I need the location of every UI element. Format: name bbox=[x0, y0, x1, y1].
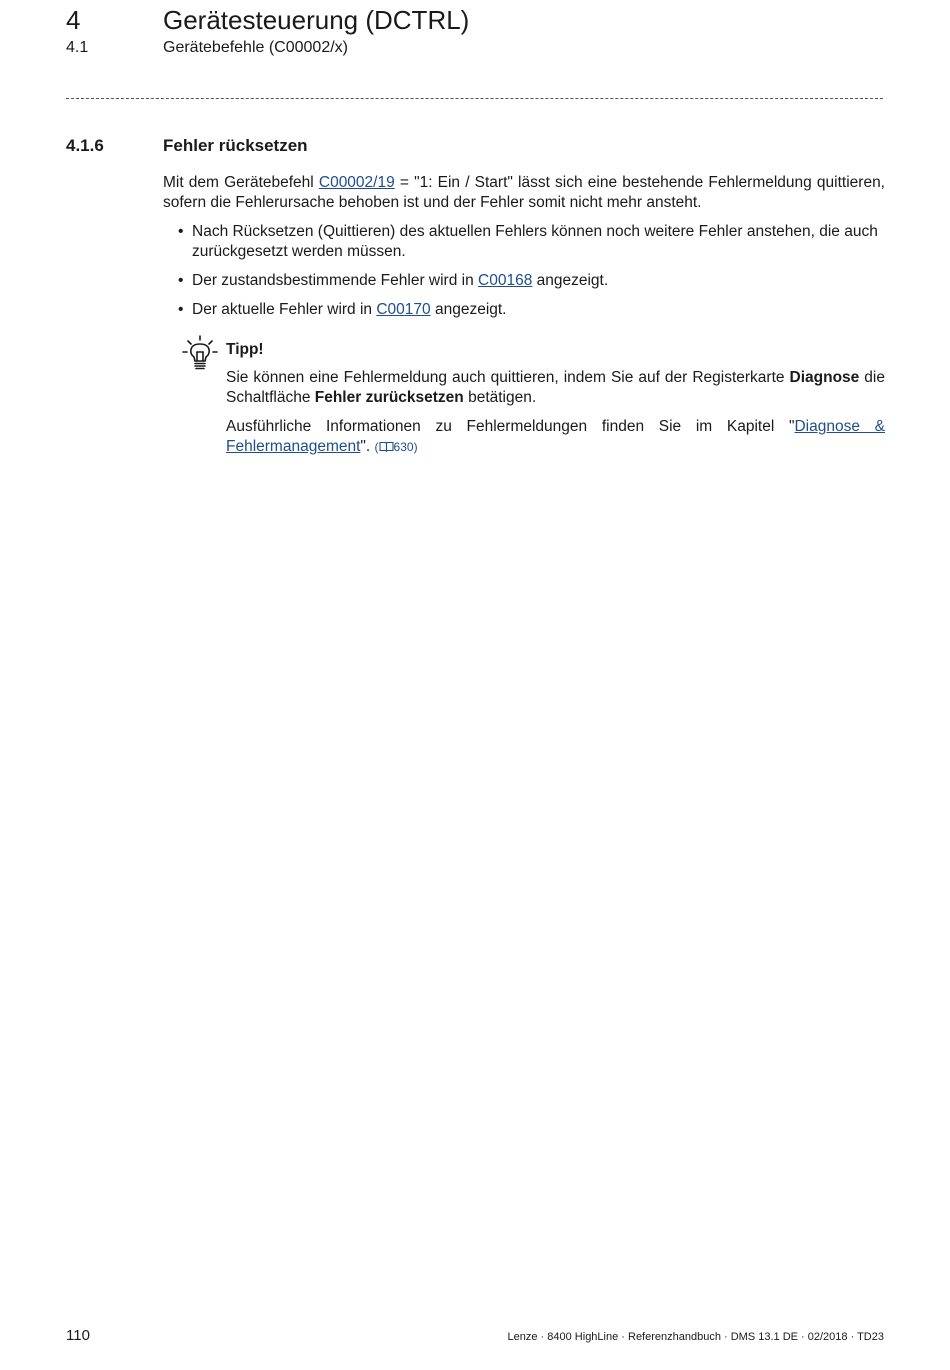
page-reference[interactable] bbox=[375, 440, 418, 454]
diagnose-chapter-link[interactable]: Diagnose & Fehlermanagement bbox=[226, 418, 885, 455]
bullet-text: Nach Rücksetzen (Quittieren) des aktuellen Fehlers können noch weitere Fehler anstehen, die auch zurückgesetzt werden müssen. bbox=[192, 223, 878, 260]
tip-text: die Schaltfläche bbox=[226, 369, 885, 406]
subchapter-number: 4.1 bbox=[66, 39, 89, 56]
section-number: 4.1.6 bbox=[66, 136, 104, 155]
page-ref-close: ) bbox=[413, 440, 418, 454]
bullet-text-after: angezeigt. bbox=[430, 301, 507, 318]
tip-box bbox=[163, 340, 885, 457]
book-icon bbox=[379, 441, 394, 452]
bullet-dot: • bbox=[178, 272, 184, 289]
section-title: Fehler rücksetzen bbox=[163, 136, 308, 155]
subchapter-title: Gerätebefehle (C00002/x) bbox=[163, 39, 348, 56]
header-divider bbox=[66, 98, 883, 99]
tip-text: ". bbox=[360, 438, 375, 455]
list-item bbox=[163, 300, 885, 320]
list-item bbox=[163, 271, 885, 291]
intro-text-after: = "1: Ein / Start" lässt sich eine bestehende Fehlermeldung quittieren, sofern die Fehlerursache behoben ist und der Fehler somit nicht mehr ansteht. bbox=[163, 174, 885, 211]
tip-text: Ausführliche Informationen zu Fehlermeldungen finden Sie im Kapitel " bbox=[226, 418, 795, 435]
bullet-dot: • bbox=[178, 223, 184, 240]
page-number: 110 bbox=[66, 1327, 90, 1344]
chapter-number: 4 bbox=[66, 5, 81, 35]
bullet-text-before: Der aktuelle Fehler wird in bbox=[192, 301, 377, 318]
intro-text-before: Mit dem Gerätebefehl bbox=[163, 174, 319, 191]
tip-text: betätigen. bbox=[463, 389, 537, 406]
intro-paragraph bbox=[163, 173, 885, 213]
tip-bold-term: Diagnose bbox=[789, 369, 860, 386]
bullet-text-before: Der zustandsbestimmende Fehler wird in bbox=[192, 272, 479, 289]
page-ref-open: ( bbox=[374, 440, 379, 454]
chapter-title: Gerätesteuerung (DCTRL) bbox=[163, 5, 470, 35]
tip-heading: Tipp! bbox=[226, 341, 264, 358]
tip-paragraph-1 bbox=[226, 368, 885, 408]
lightbulb-icon bbox=[182, 335, 218, 371]
bullet-text-after: angezeigt. bbox=[532, 272, 609, 289]
list-item bbox=[163, 222, 885, 262]
c00168-link[interactable]: C00168 bbox=[478, 272, 533, 289]
tip-paragraph-2 bbox=[226, 417, 885, 457]
c00002-19-link[interactable]: C00002/19 bbox=[318, 174, 395, 191]
page-ref-number: 630 bbox=[393, 440, 414, 454]
bullet-list bbox=[163, 222, 885, 320]
tip-bold-term: Fehler zurücksetzen bbox=[314, 389, 464, 406]
c00170-link[interactable]: C00170 bbox=[376, 301, 431, 318]
section-body bbox=[163, 173, 885, 466]
bullet-dot: • bbox=[178, 301, 184, 318]
footer-info: Lenze · 8400 HighLine · Referenzhandbuch · DMS 13.1 DE · 02/2018 · TD23 bbox=[507, 1331, 884, 1343]
tip-text: Sie können eine Fehlermeldung auch quittieren, indem Sie auf der Registerkarte bbox=[226, 369, 790, 386]
